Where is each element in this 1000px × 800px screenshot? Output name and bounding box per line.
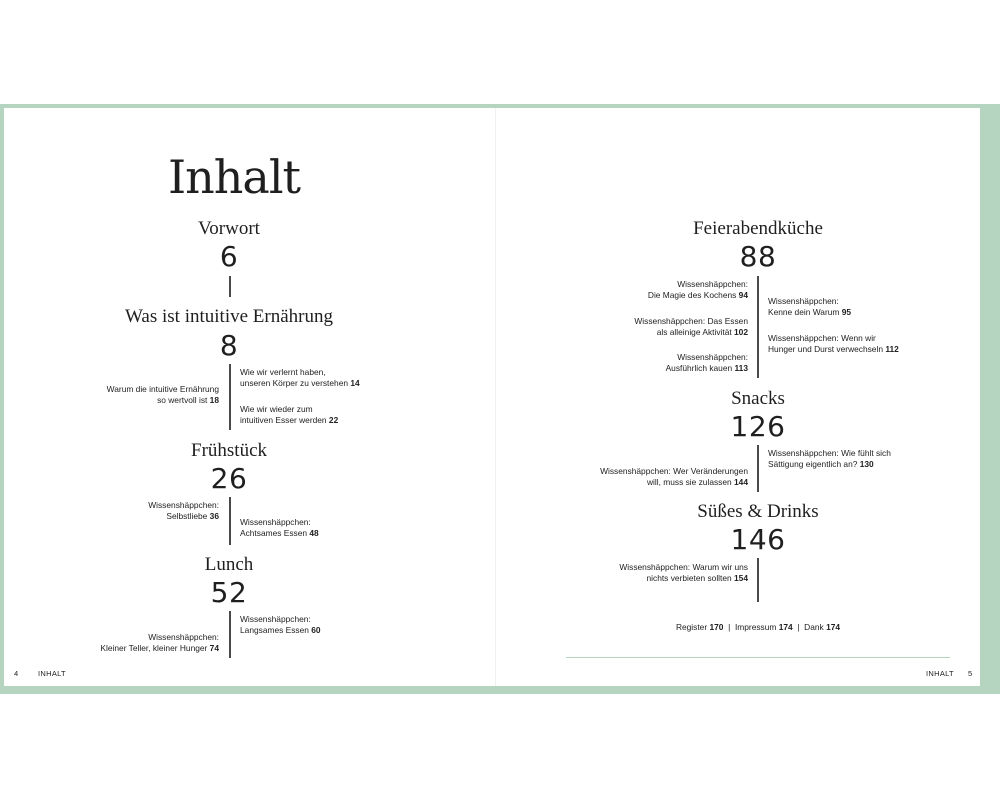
running-head-right: INHALT	[926, 669, 954, 678]
divider-line	[757, 276, 759, 378]
section-title-fruehstueck: Frühstück	[191, 440, 267, 461]
divider-line	[229, 497, 231, 545]
section-title-feierabend: Feierabendküche	[693, 218, 823, 239]
dank-link[interactable]: Dank 174	[804, 622, 841, 632]
divider-line	[229, 611, 231, 658]
toc-entry[interactable]: Wissenshäppchen: Wer Veränderungen will, muss sie zulassen 144	[600, 466, 748, 487]
section-page-lunch: 52	[210, 576, 248, 609]
section-title-suesses: Süßes & Drinks	[697, 501, 819, 522]
divider-line	[229, 364, 231, 430]
section-title-snacks: Snacks	[731, 388, 785, 409]
spine	[495, 108, 496, 686]
divider-line	[757, 445, 759, 492]
toc-entry[interactable]: Warum die intuitive Ernährung so wertvoll ist 18	[106, 384, 219, 405]
toc-entry[interactable]: Wissenshäppchen: Die Magie des Kochens 94	[647, 279, 748, 300]
toc-entry[interactable]: Wie wir wieder zum intuitiven Esser werden 22	[240, 404, 339, 425]
section-title-lunch: Lunch	[204, 554, 254, 575]
toc-entry[interactable]: Wissenshäppchen: Achtsames Essen 48	[240, 517, 319, 538]
section-page-feierabend: 88	[739, 240, 777, 273]
running-head-left: INHALT	[38, 669, 66, 678]
section-page-suesses: 146	[730, 523, 786, 556]
page-title: Inhalt	[168, 150, 301, 204]
page-number-left: 4	[14, 669, 19, 678]
section-page-vorwort: 6	[219, 240, 239, 273]
separator: |	[728, 622, 731, 632]
separator: |	[797, 622, 800, 632]
section-page-fruehstueck: 26	[210, 462, 248, 495]
toc-entry[interactable]: Wissenshäppchen: Ausführlich kauen 113	[665, 352, 748, 373]
divider-line	[757, 558, 759, 602]
section-page-snacks: 126	[730, 410, 786, 443]
toc-entry[interactable]: Wissenshäppchen: Selbstliebe 36	[148, 500, 219, 521]
footer-rule	[566, 657, 950, 658]
toc-entry[interactable]: Wissenshäppchen: Wenn wir Hunger und Durst verwechseln 112	[768, 333, 899, 354]
page-number-right: 5	[968, 669, 973, 678]
section-title-vorwort: Vorwort	[198, 218, 260, 239]
toc-entry[interactable]: Wissenshäppchen: Das Essen als alleinige Aktivität 102	[634, 316, 748, 337]
register-link[interactable]: Register 170	[675, 622, 724, 632]
toc-entry[interactable]: Wissenshäppchen: Wie fühlt sich Sättigung eigentlich an? 130	[768, 448, 891, 469]
toc-entry[interactable]: Wie wir verlernt haben, unseren Körper zu verstehen 14	[240, 367, 360, 388]
section-title-was-ist: Was ist intuitive Ernährung	[125, 306, 333, 327]
section-page-was-ist: 8	[219, 329, 239, 362]
toc-entry[interactable]: Wissenshäppchen: Langsames Essen 60	[240, 614, 321, 635]
impressum-link[interactable]: Impressum 174	[734, 622, 793, 632]
toc-entry[interactable]: Wissenshäppchen: Warum wir uns nichts verbieten sollten 154	[619, 562, 748, 583]
toc-entry[interactable]: Wissenshäppchen: Kenne dein Warum 95	[768, 296, 852, 317]
divider-line	[229, 276, 231, 297]
toc-entry[interactable]: Wissenshäppchen: Kleiner Teller, kleiner Hunger 74	[100, 632, 219, 653]
footer-links	[620, 622, 896, 632]
